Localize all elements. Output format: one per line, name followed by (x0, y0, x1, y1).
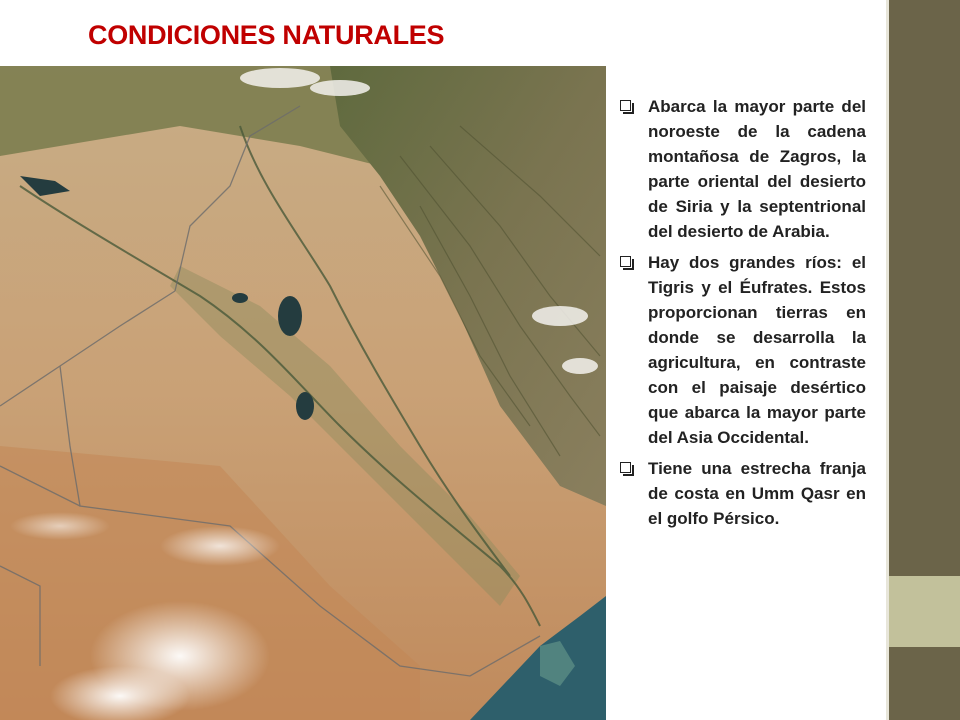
side-decoration-block (889, 576, 960, 647)
bullet-text: Abarca la mayor parte del noroeste de la cadena montañosa de Zagros, la parte oriental del desierto de Siria y la septentrional del desierto de Arabia. (648, 97, 866, 241)
bullet-item (618, 94, 866, 244)
checkbox-bullet-icon (620, 462, 631, 473)
slide-title: CONDICIONES NATURALES (88, 20, 445, 50)
bullet-item (618, 456, 866, 531)
bullet-list (618, 94, 866, 537)
side-decoration-band (889, 0, 960, 720)
satellite-map-image (0, 66, 606, 720)
checkbox-bullet-icon (620, 100, 631, 111)
bullet-text: Hay dos grandes ríos: el Tigris y el Éufrates. Estos proporcionan tierras en donde se desarrolla la agricultura, en contraste con el paisaje desértico que abarca la mayor parte del Asia Occidental. (648, 253, 866, 447)
bullet-item (618, 250, 866, 450)
checkbox-bullet-icon (620, 256, 631, 267)
bullet-text: Tiene una estrecha franja de costa en Umm Qasr en el golfo Pérsico. (648, 459, 866, 528)
